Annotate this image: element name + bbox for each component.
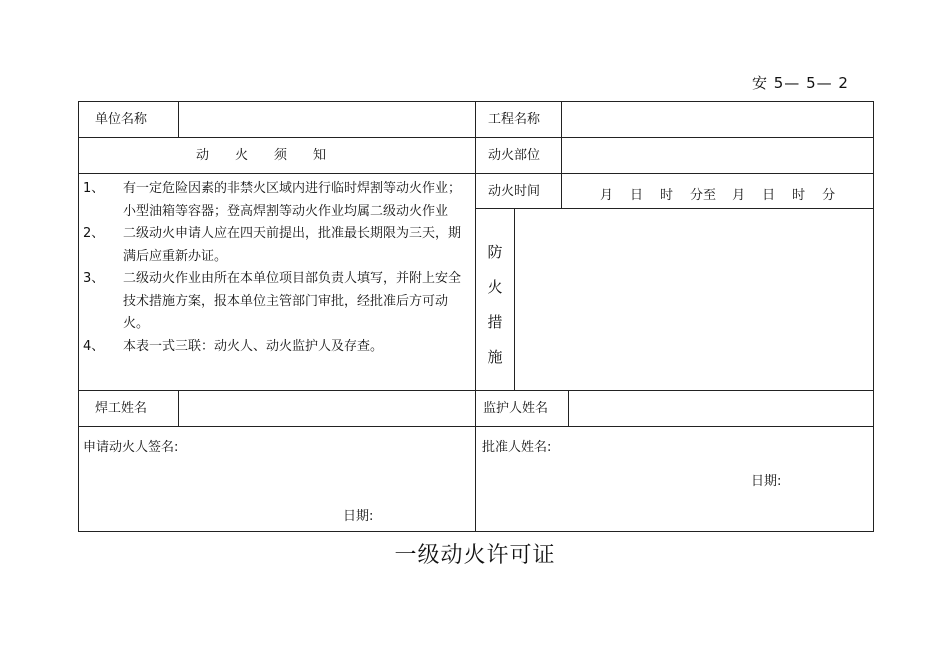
welder-name-label: 焊工姓名 — [95, 401, 148, 416]
fire-measures-char: 施 — [487, 348, 503, 366]
unit-name-label: 单位名称 — [95, 112, 148, 127]
notice-item-text: 本表一式三联：动火人、动火监护人及存查。 — [123, 338, 384, 354]
notice-item — [83, 178, 473, 223]
project-name-label: 工程名称 — [488, 112, 541, 127]
notice-title-char: 动 — [196, 148, 210, 163]
applicant-date-label: 日期: — [343, 509, 374, 524]
document-code: 安 5— 5— 2 — [752, 74, 849, 92]
notice-item-number: 3、 — [83, 271, 105, 286]
notice-item-number: 2、 — [83, 226, 105, 241]
notice-title-char: 知 — [313, 148, 327, 163]
time-unit-day-end: 日 — [762, 188, 776, 203]
notice-item-text: 有一定危险因素的非禁火区域内进行临时焊割等动火作业；小型油箱等容器；登高焊割等动火作业均属二级动火作业 — [123, 181, 462, 219]
notice-item-text: 二级动火申请人应在四天前提出，批准最长期限为三天，期满后应重新办证。 — [123, 226, 462, 264]
fire-measures-char: 火 — [487, 278, 503, 296]
notice-item — [83, 268, 473, 336]
approver-signature-field[interactable] — [476, 427, 873, 531]
time-unit-minute-end: 分 — [822, 188, 836, 203]
fire-measures-label — [485, 235, 505, 375]
row-divider-2 — [79, 173, 873, 174]
notice-item-number: 1、 — [83, 181, 105, 196]
monitor-name-field[interactable] — [569, 391, 873, 426]
notice-list — [83, 178, 473, 358]
time-unit-hour-end: 时 — [792, 188, 806, 203]
fire-measures-field[interactable] — [515, 209, 873, 390]
notice-title — [183, 138, 339, 173]
applicant-signature-field[interactable] — [79, 427, 475, 531]
fire-location-label: 动火部位 — [488, 148, 541, 163]
monitor-name-label: 监护人姓名 — [483, 401, 549, 416]
fire-permit-form — [78, 101, 874, 532]
approver-date-label: 日期: — [751, 474, 782, 489]
project-name-field[interactable] — [562, 102, 873, 137]
applicant-signature-label: 申请动火人签名: — [83, 440, 179, 455]
notice-item — [83, 336, 473, 359]
unit-name-field[interactable] — [179, 102, 475, 137]
welder-name-field[interactable] — [179, 391, 475, 426]
approver-name-label: 批准人姓名: — [482, 440, 552, 455]
form-title: 一级动火许可证 — [394, 543, 556, 568]
notice-title-char: 须 — [274, 148, 288, 163]
notice-title-char: 火 — [235, 148, 249, 163]
time-unit-month-end: 月 — [732, 188, 746, 203]
fire-time-field[interactable] — [600, 184, 835, 203]
fire-location-field[interactable] — [562, 138, 873, 173]
notice-item-text: 二级动火作业由所在本单位项目部负责人填写，并附上安全技术措施方案，报本单位主管部门审批，经批准后方可动火。 — [123, 271, 462, 331]
notice-item — [83, 223, 473, 268]
fire-measures-char: 防 — [487, 243, 503, 261]
fire-measures-char: 措 — [487, 313, 503, 331]
time-unit-minute-to: 分至 — [690, 188, 717, 203]
fire-time-label: 动火时间 — [488, 183, 541, 199]
time-unit-hour-start: 时 — [660, 188, 674, 203]
time-unit-month-start: 月 — [600, 188, 614, 203]
notice-item-number: 4、 — [83, 338, 105, 354]
time-unit-day-start: 日 — [630, 188, 644, 203]
